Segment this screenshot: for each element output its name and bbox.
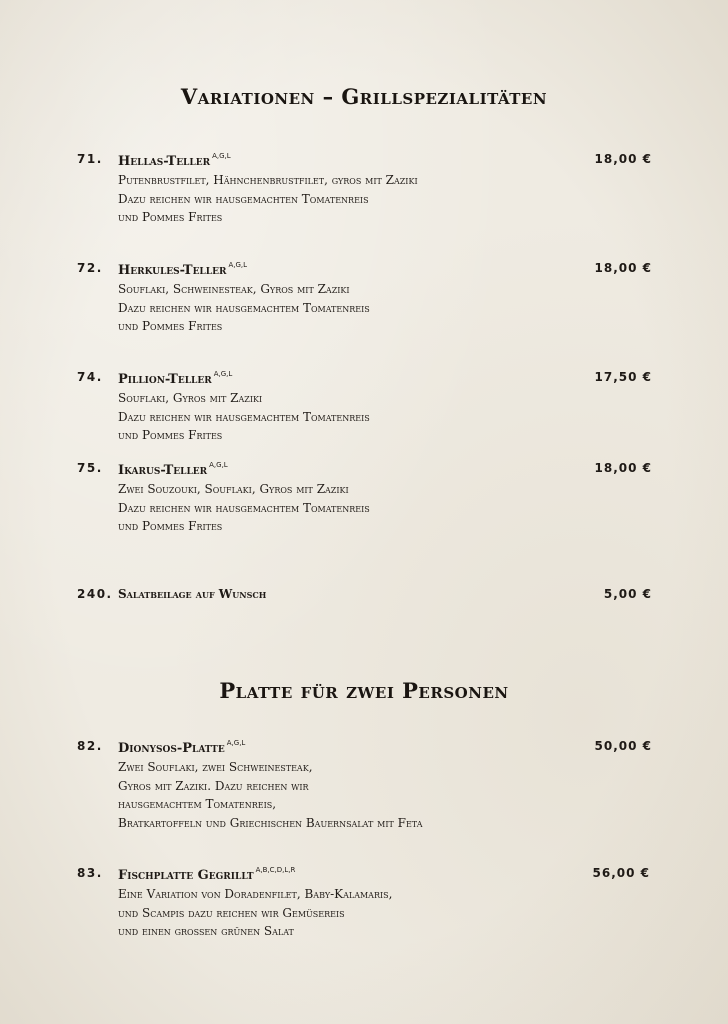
item-description: Zwei Souzouki, Souflaki, Gyros mit Zaziki Dazu reichen wir hausgemachtem Tomatenreis und Pommes Frites [118, 482, 370, 533]
item-name: Dionysos-Platte $^{A,G,L}$ [118, 739, 246, 756]
item-number: 75. [77, 461, 103, 475]
item-description: Zwei Souflaki, zwei Schweinesteak, Gyros mit Zaziki. Dazu reichen wir hausgemachtem Tomatenreis, Bratkartoffeln und Griechischen Bauernsalat mit Feta [118, 760, 423, 830]
section-title-platter: Platte für zwei Personen [219, 678, 509, 703]
item-description: Eine Variation von Doradenfilet, Baby-Kalamaris, und Scampis dazu reichen wir Gemüsereis und einen grossen grünen Salat [118, 887, 393, 938]
item-name: Herkules-Teller $^{A,G,L}$ [118, 261, 248, 278]
allergen-codes: A,G,L [228, 261, 248, 269]
item-price: 18,00 € [594, 152, 652, 166]
item-number: 74. [77, 370, 103, 384]
item-name: Ikarus-Teller $^{A,G,L}$ [118, 461, 228, 478]
item-description: Souflaki, Schweinesteak, Gyros mit Zaziki Dazu reichen wir hausgemachtem Tomatenreis und Pommes Frites [118, 282, 370, 333]
item-price: 50,00 € [594, 739, 652, 753]
item-price: 18,00 € [594, 261, 652, 275]
allergen-codes: A,G,L [226, 739, 246, 747]
item-number: 72. [77, 261, 103, 275]
item-price: 5,00 € [603, 587, 652, 601]
allergen-codes: A,G,L [209, 461, 228, 469]
item-name: Salatbeilage auf Wunsch [118, 587, 267, 601]
item-number: 83. [77, 866, 103, 880]
item-number: 82. [77, 739, 103, 753]
item-name: Hellas-Teller $^{A,G,L}$ [118, 152, 231, 169]
item-description: Souflaki, Gyros mit Zaziki Dazu reichen wir hausgemachtem Tomatenreis und Pommes Frites [118, 391, 370, 442]
allergen-codes: A,G,L [212, 152, 231, 160]
item-description: Putenbrustfilet, Hähnchenbrustfilet, gyros mit Zaziki Dazu reichen wir hausgemachten Tomatenreis und Pommes Frites [118, 173, 418, 224]
allergen-codes: A,G,L [213, 370, 233, 378]
item-price: 17,50 € [594, 370, 652, 384]
allergen-codes: A,B,C,D,L,R [255, 866, 296, 874]
item-name: Pillion-Teller $^{A,G,L}$ [118, 370, 233, 387]
item-price: 56,00 € [592, 866, 650, 880]
section-title-grill: Variationen – Grillspezialitäten [180, 84, 548, 109]
item-name: Fischplatte Gegrillt $^{A,B,C,D,L,R}$ [118, 866, 296, 883]
item-number: 71. [77, 152, 103, 166]
item-price: 18,00 € [594, 461, 652, 475]
item-number: 240. [77, 587, 113, 601]
